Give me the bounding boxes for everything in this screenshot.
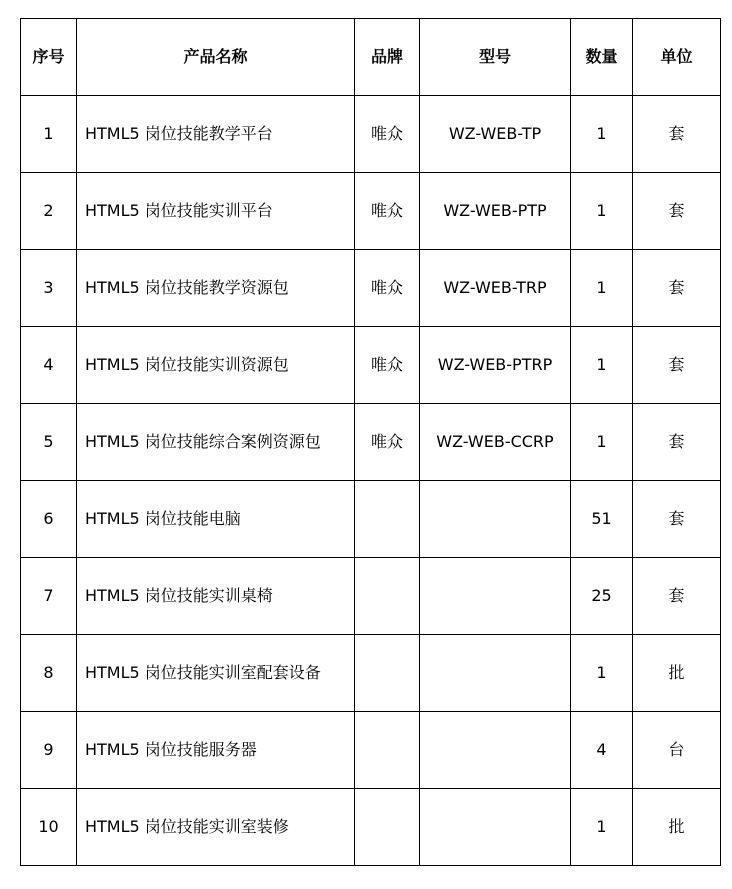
header-unit: 单位 xyxy=(633,19,721,96)
cell-unit: 套 xyxy=(633,481,721,558)
cell-model: WZ-WEB-CCRP xyxy=(420,404,571,481)
cell-product-name: HTML5 岗位技能实训资源包 xyxy=(77,327,355,404)
cell-serial-number: 2 xyxy=(21,173,77,250)
cell-quantity: 1 xyxy=(571,250,633,327)
product-table xyxy=(20,18,721,866)
table-row xyxy=(21,481,721,558)
cell-unit: 套 xyxy=(633,173,721,250)
header-product-name: 产品名称 xyxy=(77,19,355,96)
cell-unit: 套 xyxy=(633,404,721,481)
cell-model xyxy=(420,481,571,558)
cell-product-name: HTML5 岗位技能电脑 xyxy=(77,481,355,558)
cell-quantity: 4 xyxy=(571,712,633,789)
cell-serial-number: 10 xyxy=(21,789,77,866)
cell-unit: 套 xyxy=(633,96,721,173)
cell-quantity: 1 xyxy=(571,327,633,404)
cell-unit: 批 xyxy=(633,789,721,866)
cell-product-name: HTML5 岗位技能服务器 xyxy=(77,712,355,789)
table-row xyxy=(21,558,721,635)
cell-brand xyxy=(355,481,420,558)
table-row xyxy=(21,789,721,866)
cell-model xyxy=(420,712,571,789)
product-list-document xyxy=(20,18,720,866)
cell-product-name: HTML5 岗位技能教学平台 xyxy=(77,96,355,173)
header-brand: 品牌 xyxy=(355,19,420,96)
cell-serial-number: 7 xyxy=(21,558,77,635)
cell-serial-number: 5 xyxy=(21,404,77,481)
cell-brand: 唯众 xyxy=(355,250,420,327)
cell-product-name: HTML5 岗位技能教学资源包 xyxy=(77,250,355,327)
cell-serial-number: 6 xyxy=(21,481,77,558)
header-quantity: 数量 xyxy=(571,19,633,96)
cell-quantity: 25 xyxy=(571,558,633,635)
cell-brand: 唯众 xyxy=(355,173,420,250)
cell-serial-number: 1 xyxy=(21,96,77,173)
cell-quantity: 51 xyxy=(571,481,633,558)
cell-product-name: HTML5 岗位技能实训室装修 xyxy=(77,789,355,866)
cell-quantity: 1 xyxy=(571,404,633,481)
cell-product-name: HTML5 岗位技能实训桌椅 xyxy=(77,558,355,635)
table-row xyxy=(21,327,721,404)
cell-quantity: 1 xyxy=(571,173,633,250)
cell-serial-number: 9 xyxy=(21,712,77,789)
header-model: 型号 xyxy=(420,19,571,96)
cell-product-name: HTML5 岗位技能综合案例资源包 xyxy=(77,404,355,481)
header-serial-number: 序号 xyxy=(21,19,77,96)
cell-brand xyxy=(355,558,420,635)
cell-brand xyxy=(355,635,420,712)
table-row xyxy=(21,635,721,712)
cell-quantity: 1 xyxy=(571,635,633,712)
cell-quantity: 1 xyxy=(571,96,633,173)
cell-brand: 唯众 xyxy=(355,404,420,481)
cell-product-name: HTML5 岗位技能实训室配套设备 xyxy=(77,635,355,712)
cell-brand: 唯众 xyxy=(355,327,420,404)
cell-model: WZ-WEB-TRP xyxy=(420,250,571,327)
table-header-row xyxy=(21,19,721,96)
cell-product-name: HTML5 岗位技能实训平台 xyxy=(77,173,355,250)
cell-brand xyxy=(355,789,420,866)
cell-unit: 批 xyxy=(633,635,721,712)
cell-quantity: 1 xyxy=(571,789,633,866)
cell-model: WZ-WEB-PTRP xyxy=(420,327,571,404)
cell-serial-number: 8 xyxy=(21,635,77,712)
cell-serial-number: 4 xyxy=(21,327,77,404)
cell-serial-number: 3 xyxy=(21,250,77,327)
cell-unit: 套 xyxy=(633,250,721,327)
table-row xyxy=(21,250,721,327)
cell-model: WZ-WEB-PTP xyxy=(420,173,571,250)
cell-model xyxy=(420,635,571,712)
table-row xyxy=(21,96,721,173)
cell-unit: 套 xyxy=(633,327,721,404)
cell-model xyxy=(420,558,571,635)
cell-unit: 台 xyxy=(633,712,721,789)
table-row xyxy=(21,712,721,789)
cell-unit: 套 xyxy=(633,558,721,635)
cell-model xyxy=(420,789,571,866)
table-row xyxy=(21,404,721,481)
table-row xyxy=(21,173,721,250)
cell-brand xyxy=(355,712,420,789)
cell-model: WZ-WEB-TP xyxy=(420,96,571,173)
cell-brand: 唯众 xyxy=(355,96,420,173)
